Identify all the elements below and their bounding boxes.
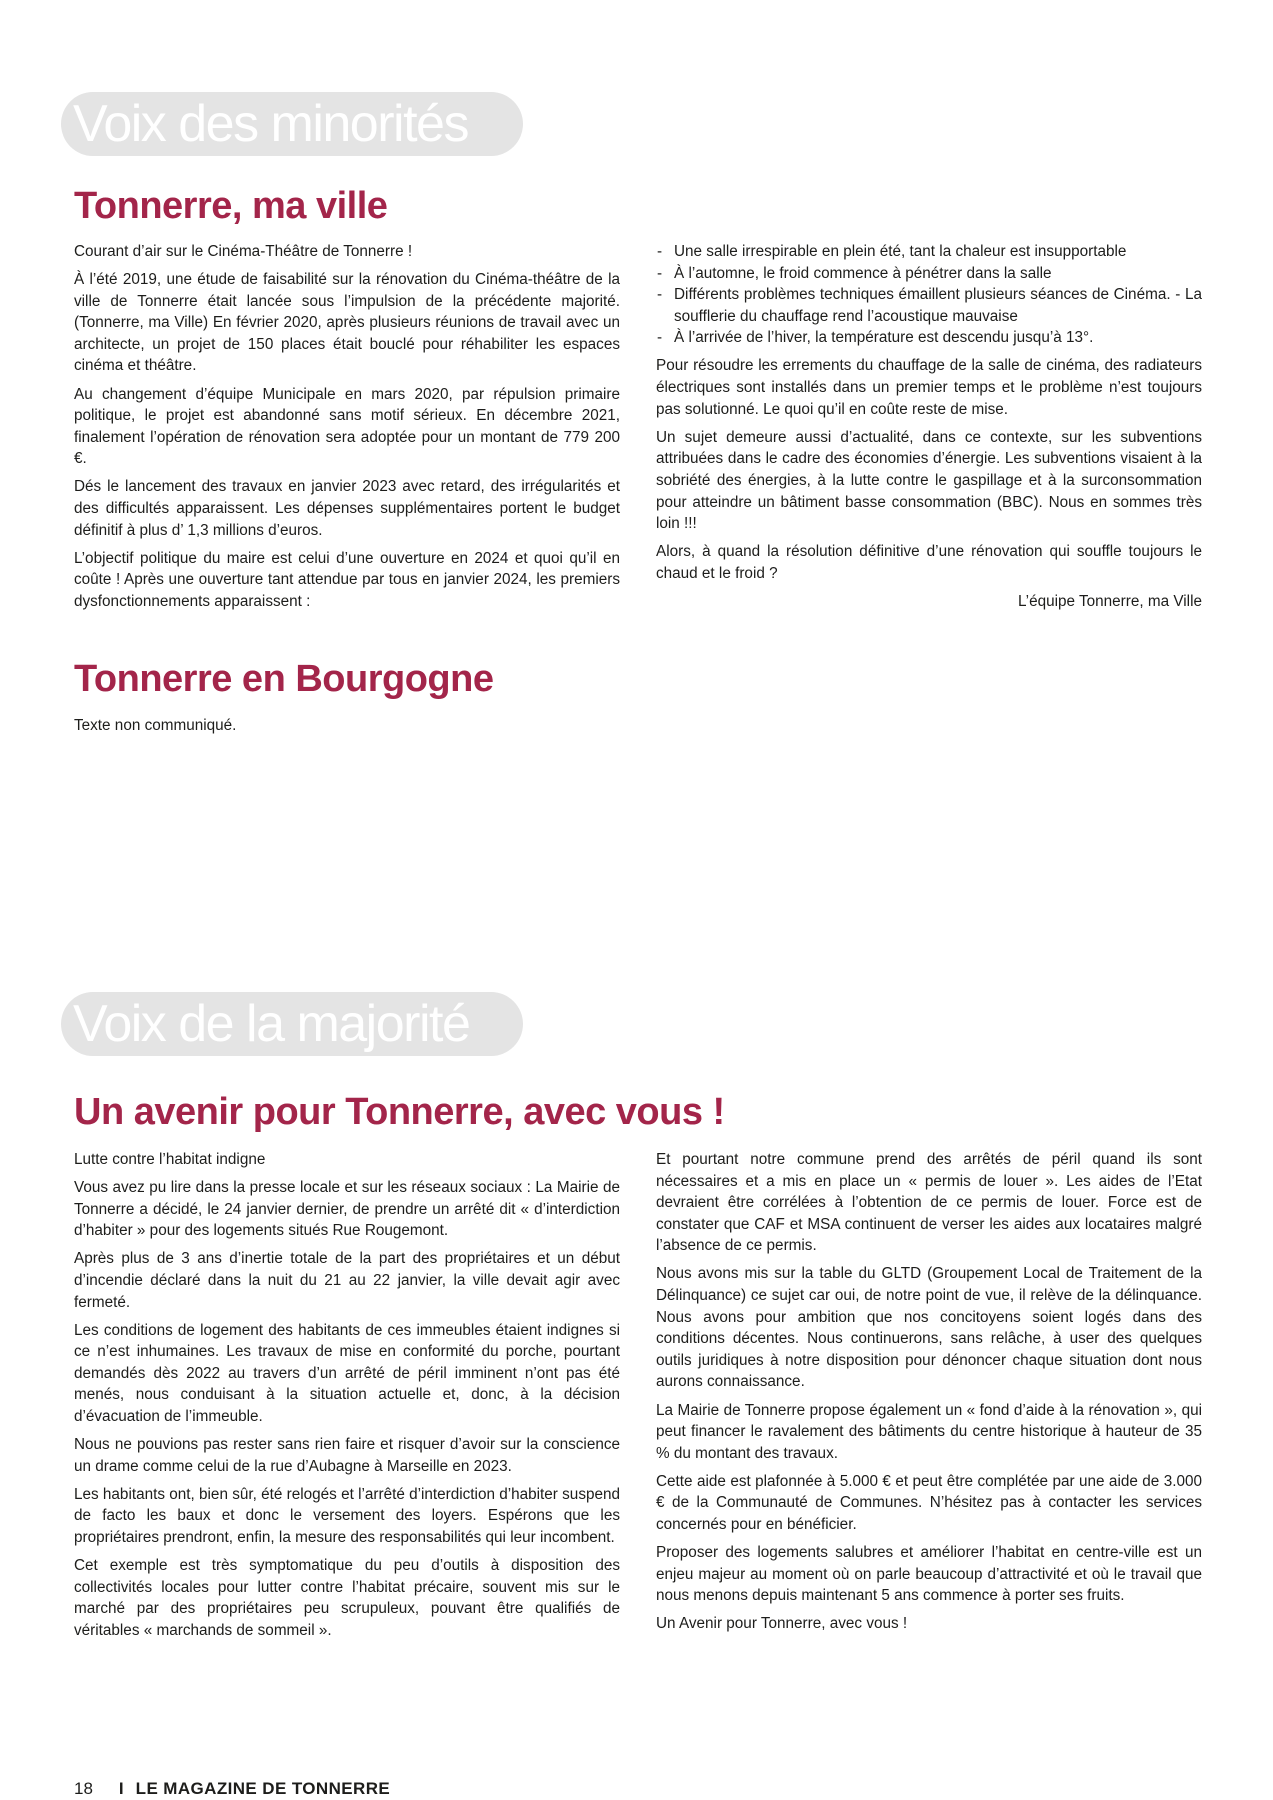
page-footer	[74, 1778, 390, 1800]
page-number: 18	[74, 1779, 93, 1798]
article-column-left	[74, 1149, 620, 1648]
section-title: Voix de la majorité	[73, 995, 470, 1053]
paragraph: Après plus de 3 ans d’inertie totale de la part des propriétaires et un début d’incendie déclaré dans la nuit du 21 au 22 janvier, la ville devait agir avec fermeté.	[74, 1250, 620, 1311]
group-title: Tonnerre en Bourgogne	[74, 658, 494, 700]
paragraph: Un sujet demeure aussi d’actualité, dans ce contexte, sur les subventions attribuées dans le cadre des économies d’énergie. Les subventions visaient à la sobriété des énergies, à la lutte contre le gaspillage et à la surconsommation pour atteindre un bâtiment basse consommation (BBC). Nous en sommes très loin !!!	[656, 428, 1202, 533]
paragraph: Vous avez pu lire dans la presse locale et sur les réseaux sociaux : La Mairie de Tonnerre a décidé, le 24 janvier dernier, de prendre un arrêté dit « d’interdiction d’habiter » pour des logements situés Rue Rougemont.	[74, 1179, 620, 1240]
paragraph: Cette aide est plafonnée à 5.000 € et peut être complétée par une aide de 3.000 € de la Communauté de Communes. N’hésitez pas à contacter les services concernés pour en bénéficier.	[656, 1472, 1202, 1533]
paragraph: Dés le lancement des travaux en janvier 2023 avec retard, des irrégularités et des difficultés apparaissent. Les dépenses supplémentaires portent le budget définitif à plus d’ 1,3 millions d’euros.	[74, 478, 620, 539]
group-title: Un avenir pour Tonnerre, avec vous !	[74, 1091, 725, 1133]
paragraph: Au changement d’équipe Municipale en mars 2020, par répulsion primaire politique, le projet est abandonné sans motif sérieux. En décembre 2021, finalement l’opération de rénovation sera adoptée pour un montant de 779 200 €.	[74, 385, 620, 468]
paragraph: Lutte contre l’habitat indigne	[74, 1151, 266, 1168]
list-item: - Une salle irrespirable en plein été, tant la chaleur est insupportable	[656, 241, 1202, 263]
article-column-right	[656, 241, 1202, 619]
paragraph: Pour résoudre les errements du chauffage de la salle de cinéma, des radiateurs électriques sont installés dans un premier temps et le problème n’est toujours pas solutionné. Le quoi qu’il en coûte reste de mise.	[656, 357, 1202, 418]
list-item: - Différents problèmes techniques émaillent plusieurs séances de Cinéma. - La soufflerie du chauffage rend l’acoustique mauvaise	[656, 284, 1202, 327]
paragraph: L’objectif politique du maire est celui d’une ouverture en 2024 et quoi qu’il en coûte ! Après une ouverture tant attendue par tous en janvier 2024, les premiers dysfonctionnements apparaissent :	[74, 549, 620, 610]
section-title: Voix des minorités	[73, 95, 468, 153]
paragraph: À l’été 2019, une étude de faisabilité sur la rénovation du Cinéma-théâtre de la ville de Tonnerre était lancée sous l’impulsion de la précédente majorité.(Tonnerre, ma Ville) En février 2020, après plusieurs réunions de travail avec un architecte, un projet de 150 places était bouclé pour réhabiliter les espaces cinéma et théâtre.	[74, 271, 620, 375]
list-item: - À l’arrivée de l’hiver, la température est descendu jusqu’à 13°.	[656, 327, 1202, 349]
article-column-right	[656, 1149, 1202, 1641]
list-item: - À l’automne, le froid commence à pénétrer dans la salle	[656, 263, 1202, 285]
paragraph: Les habitants ont, bien sûr, été relogés et l’arrêté d’interdiction d’habiter suspend de facto les baux et donc le versement des loyers. Espérons que les propriétaires prendront, enfin, la mesure des responsabilités qui leur incombent.	[74, 1485, 620, 1546]
paragraph: Nous ne pouvions pas rester sans rien faire et risquer d’avoir sur la conscience un drame comme celui de la rue d’Aubagne à Marseille en 2023.	[74, 1436, 620, 1475]
paragraph: Et pourtant notre commune prend des arrêtés de péril quand ils sont nécessaires et a mis en place un « permis de louer ». Les aides de l’Etat devraient être corrélées à l’obtention de ce permis de louer. Force est de constater que CAF et MSA continuent de verser les aides aux locataires malgré l’absence de ce permis.	[656, 1151, 1202, 1255]
paragraph: Alors, à quand la résolution définitive d’une rénovation qui souffle toujours le chaud et le froid ?	[656, 543, 1202, 582]
group-title: Tonnerre, ma ville	[74, 185, 388, 227]
section-banner-majority	[61, 992, 523, 1056]
signature: L’équipe Tonnerre, ma Ville	[1018, 592, 1202, 610]
article-column-left	[74, 715, 620, 743]
paragraph: Les conditions de logement des habitants de ces immeubles étaient indignes si ce n’est inhumaines. Les travaux de mise en conformité du porche, pourtant demandés dès 2022 au travers d’un arrêté de péril imminent n’ont pas été menés, nous conduisant à la situation actuelle et, donc, à la décision d’évacuation de l’immeuble.	[74, 1321, 620, 1426]
paragraph: Cet exemple est très symptomatique du peu d’outils à disposition des collectivités locales pour lutter contre l’habitat précaire, souvent mis sur le marché par des propriétaires peu scrupuleux, pouvant être qualifiés de véritables « marchands de sommeil ».	[74, 1557, 620, 1639]
article-column-left	[74, 241, 620, 619]
paragraph: La Mairie de Tonnerre propose également un « fond d’aide à la rénovation », qui peut financer le ravalement des bâtiments du centre historique à hauteur de 35 % du montant des travaux.	[656, 1401, 1202, 1462]
issue-list	[656, 241, 1202, 349]
paragraph: Courant d’air sur le Cinéma-Théâtre de Tonnerre !	[74, 243, 413, 260]
paragraph: Nous avons mis sur la table du GLTD (Groupement Local de Traitement de la Délinquance) ce sujet car oui, de notre point de vue, il relève de la délinquance. Nous avons pour ambition que nos concitoyens soient logés dans des conditions décentes. Nous continuerons, sans relâche, à user des quelques outils juridiques à notre disposition pour dénoncer chaque situation dont nous aurons connaissance.	[656, 1265, 1202, 1391]
magazine-name: LE MAGAZINE DE TONNERRE	[135, 1779, 391, 1798]
paragraph: Proposer des logements salubres et améliorer l’habitat en centre-ville est un enjeu majeur au moment où on parle beaucoup d’attractivité et où le travail que nous menons depuis maintenant 5 ans commence à porter ses fruits.	[656, 1544, 1202, 1605]
paragraph: Un Avenir pour Tonnerre, avec vous !	[656, 1615, 908, 1633]
section-banner-minorities	[61, 92, 523, 156]
footer-separator: I	[118, 1779, 124, 1798]
paragraph: Texte non communiqué.	[74, 717, 237, 734]
